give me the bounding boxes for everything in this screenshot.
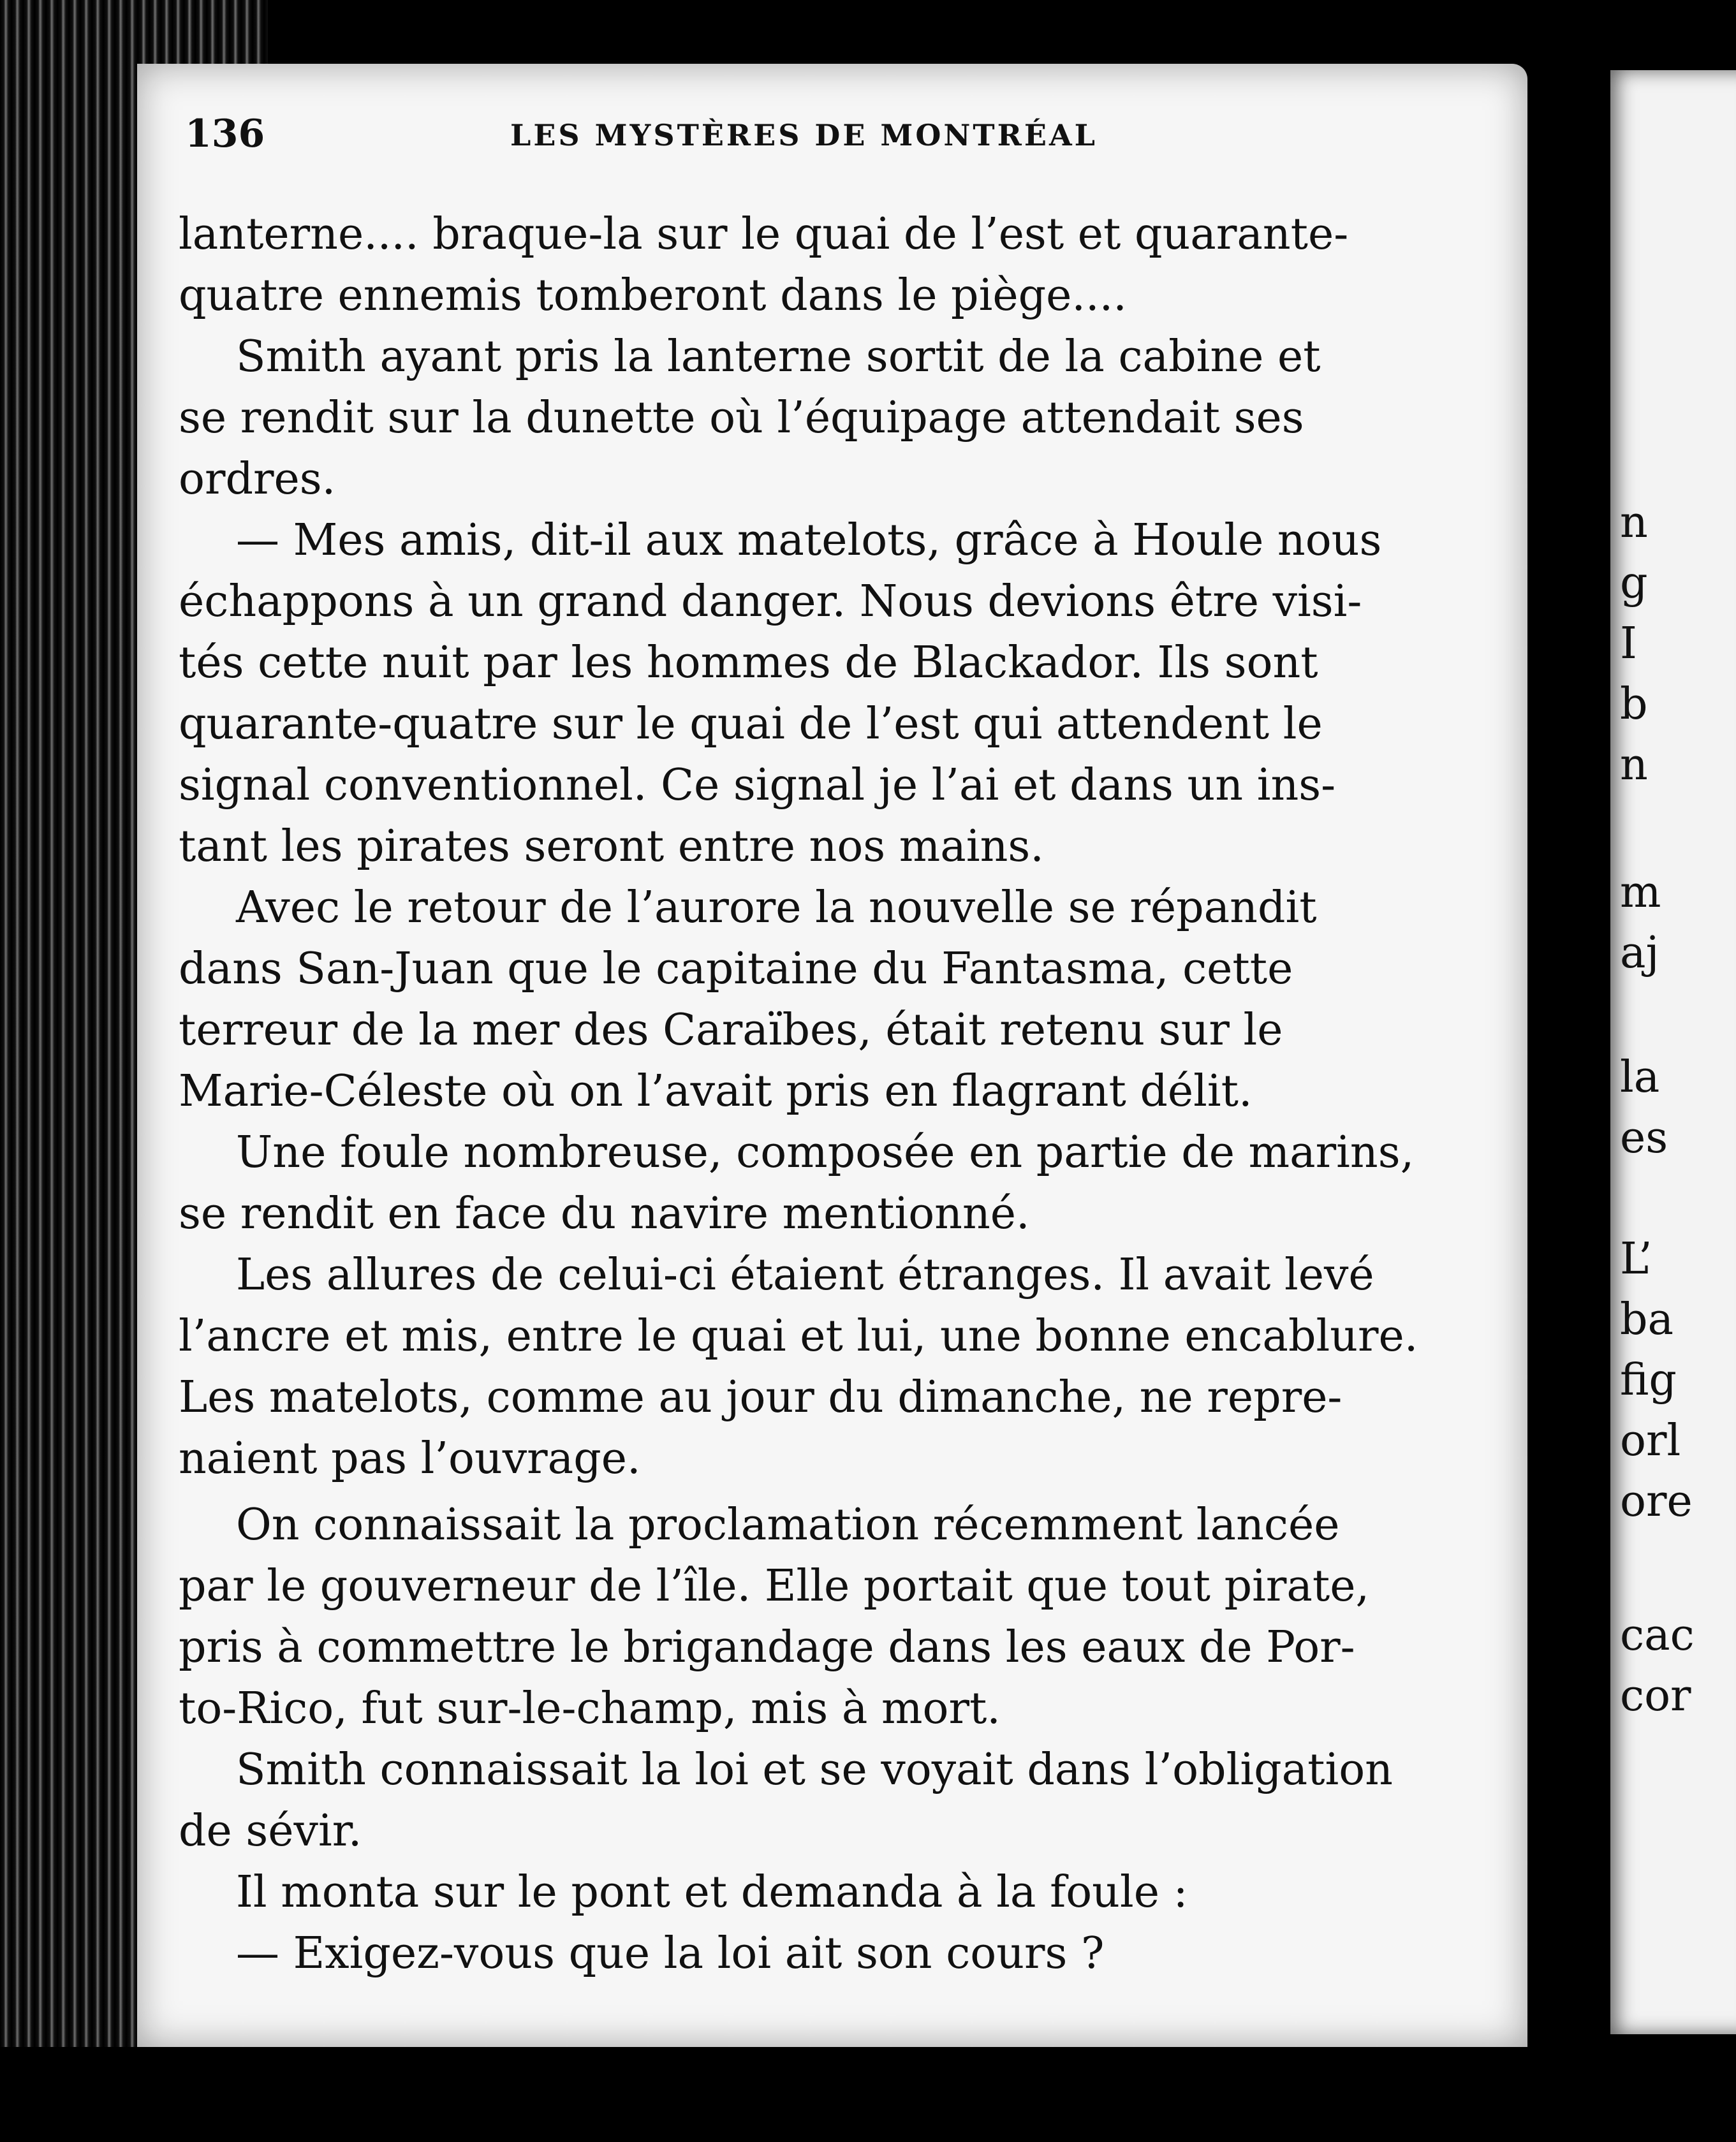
right-page-fragment: n [1620,740,1648,790]
right-page-fragment: la [1620,1052,1660,1103]
text-line: Les allures de celui-ci étaient étranges. Il avait levé [236,1250,1374,1300]
text-line: pris à commettre le brigandage dans les eaux de Por- [179,1622,1355,1673]
text-line: se rendit sur la dunette où l’équipage attendait ses [179,393,1304,443]
right-page-fragment: fig [1620,1355,1677,1405]
right-page-fragment: cor [1620,1671,1691,1721]
text-line: to-Rico, fut sur-le-champ, mis à mort. [179,1684,1001,1734]
text-line: — Exigez-vous que la loi ait son cours ? [236,1928,1105,1979]
text-line: échappons à un grand danger. Nous devions être visi- [179,576,1362,627]
text-line: se rendit en face du navire mentionné. [179,1189,1030,1239]
text-line: Il monta sur le pont et demanda à la foule : [236,1867,1188,1918]
right-page-fragment: b [1620,679,1648,730]
right-page-fragment: g [1620,558,1648,608]
text-line: ordres. [179,454,336,504]
right-page-fragment: cac [1620,1610,1695,1661]
text-line: quatre ennemis tomberont dans le piège.... [179,270,1127,321]
text-line: Les matelots, comme au jour du dimanche, ne repre- [179,1372,1342,1423]
text-line: terreur de la mer des Caraïbes, était retenu sur le [179,1005,1283,1055]
text-line: Smith ayant pris la lanterne sortit de la cabine et [236,332,1321,382]
text-line: l’ancre et mis, entre le quai et lui, une bonne encablure. [179,1311,1418,1361]
right-page-fragment: ba [1620,1295,1674,1345]
text-line: — Mes amis, dit-il aux matelots, grâce à Houle nous [236,515,1382,566]
right-page-fragment: m [1620,867,1661,918]
right-page-fragment: ore [1620,1476,1693,1527]
text-line: Smith connaissait la loi et se voyait dans l’obligation [236,1745,1393,1795]
text-line: dans San-Juan que le capitaine du Fantasma, cette [179,944,1293,994]
text-line: par le gouverneur de l’île. Elle portait que tout pirate, [179,1561,1370,1611]
text-line: Marie-Céleste où on l’avait pris en flagrant délit. [179,1066,1253,1117]
text-line: Avec le retour de l’aurore la nouvelle se répandit [236,883,1317,933]
text-line: On connaissait la proclamation récemment lancée [236,1500,1340,1550]
page-text [179,204,1422,1984]
text-line: quarante-quatre sur le quai de l’est qui attendent le [179,699,1323,749]
running-head [185,112,1524,169]
text-line: naient pas l’ouvrage. [179,1434,641,1484]
text-line: de sévir. [179,1806,362,1856]
text-line: lanterne.... braque-la sur le quai de l’est et quarante- [179,209,1349,260]
right-page-fragment: I [1620,619,1637,669]
right-page-fragment: n [1620,497,1648,548]
text-line: tés cette nuit par les hommes de Blackador. Ils sont [179,638,1318,688]
text-line: tant les pirates seront entre nos mains. [179,821,1044,872]
text-line: signal conventionnel. Ce signal je l’ai et dans un ins- [179,760,1336,811]
right-page-fragment: orl [1620,1416,1681,1466]
text-line: Une foule nombreuse, composée en partie de marins, [236,1127,1415,1178]
right-page-fragment: L’ [1620,1234,1652,1284]
right-page-fragment: es [1620,1113,1668,1163]
book-title: LES MYSTÈRES DE MONTRÉAL [510,118,1098,152]
page-number: 136 [185,112,265,156]
right-page-fragment: aj [1620,928,1659,978]
scan-bottom-shadow [0,2047,1736,2142]
